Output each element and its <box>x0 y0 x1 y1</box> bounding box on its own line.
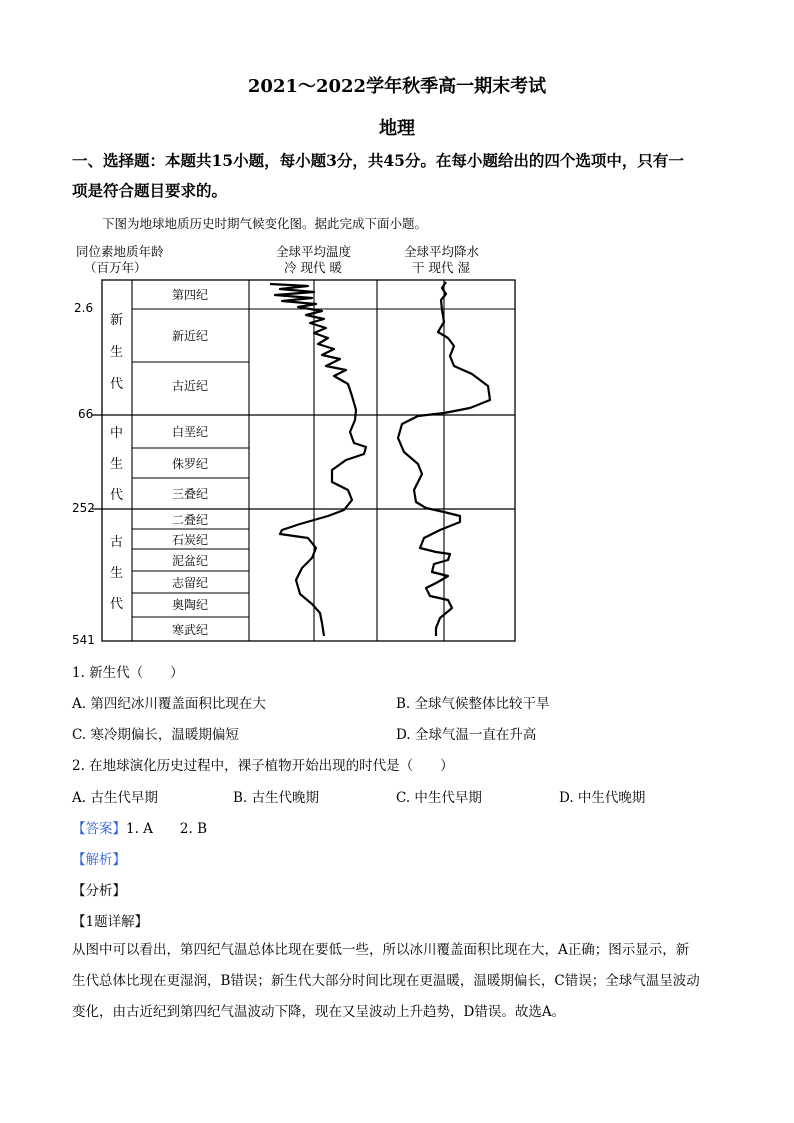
q1-option-d: D. 全球气温一直在升高 <box>396 727 537 743</box>
q1-option-c: C. 寒冷期偏长，温暖期偏短 <box>72 727 239 743</box>
q2-option-d: D. 中生代晚期 <box>559 790 646 806</box>
chart-frame <box>102 280 515 641</box>
answer-line <box>72 817 207 837</box>
temp-axis-sub: 冷 现代 暖 <box>284 260 342 275</box>
era-char: 生 <box>110 566 124 581</box>
q2-option-c: C. 中生代早期 <box>396 790 482 806</box>
q2-option-a: A. 古生代早期 <box>72 790 158 806</box>
precip-axis-sub: 干 现代 湿 <box>412 260 470 275</box>
analysis-label: 【解析】 <box>72 852 126 868</box>
answer-text: 1. A 2. B <box>126 821 208 837</box>
period-label: 三叠纪 <box>171 487 209 501</box>
era-char: 生 <box>110 457 124 472</box>
detail-line: 变化，由古近纪到第四纪气温波动下降，现在又呈波动上升趋势，D错误。故选A。 <box>72 1004 566 1020</box>
subject-title: 地理 <box>379 118 415 139</box>
section-heading-line2: 项是符合题目要求的。 <box>72 181 228 200</box>
period-label: 新近纪 <box>171 329 209 343</box>
age-axis-unit: （百万年） <box>84 260 147 275</box>
period-label: 泥盆纪 <box>171 554 209 568</box>
section-heading-line1: 一、选择题：本题共15小题，每小题3分，共45分。在每小题给出的四个选项中，只有一 <box>72 151 684 170</box>
era-char: 代 <box>110 597 124 612</box>
age-label: 252 <box>72 501 95 515</box>
era-char: 中 <box>110 426 124 441</box>
detail-label: 【1题详解】 <box>72 914 149 930</box>
q1-stem: 1. 新生代（ ） <box>72 665 184 681</box>
temp-axis-title: 全球平均温度 <box>276 244 352 259</box>
period-label: 侏罗纪 <box>171 457 209 471</box>
q1-option-a: A. 第四纪冰川覆盖面积比现在大 <box>72 696 266 712</box>
era-char: 代 <box>110 488 124 503</box>
period-label: 古近纪 <box>171 379 209 393</box>
section-heading <box>72 146 732 206</box>
era-char: 代 <box>110 377 124 392</box>
detail-paragraph <box>72 935 724 1028</box>
figure-intro: 下图为地球地质历史时期气候变化图。据此完成下面小题。 <box>102 216 428 231</box>
exam-title: 2021～2022学年秋季高一期末考试 <box>247 76 547 97</box>
detail-line: 生代总体比现在更湿润，B错误；新生代大部分时间比现在更温暖，温暖期偏长，C错误；全球气温呈波动 <box>72 973 700 989</box>
age-label: 541 <box>72 633 95 647</box>
answer-label: 【答案】 <box>72 821 126 837</box>
period-label: 志留纪 <box>171 576 209 590</box>
era-char: 新 <box>110 313 124 328</box>
period-label: 第四纪 <box>171 288 209 302</box>
climate-chart <box>70 238 530 648</box>
fenxi-label: 【分析】 <box>72 883 126 899</box>
age-axis-title: 同位素地质年龄 <box>76 244 164 259</box>
period-label: 奥陶纪 <box>171 598 209 612</box>
period-label: 石炭纪 <box>171 533 209 547</box>
era-char: 古 <box>110 535 124 550</box>
temperature-curve <box>270 284 366 636</box>
period-label: 寒武纪 <box>171 623 209 637</box>
q1-option-b: B. 全球气候整体比较干旱 <box>396 696 550 712</box>
detail-line: 从图中可以看出，第四纪气温总体比现在要低一些，所以冰川覆盖面积比现在大，A正确；图示显示，新 <box>72 942 690 958</box>
age-label: 66 <box>78 407 94 421</box>
q2-option-b: B. 古生代晚期 <box>233 790 320 806</box>
period-label: 白垩纪 <box>171 425 209 439</box>
q2-stem: 2. 在地球演化历史过程中，裸子植物开始出现的时代是（ ） <box>72 758 454 774</box>
precip-axis-title: 全球平均降水 <box>404 244 480 259</box>
era-char: 生 <box>110 345 124 360</box>
period-label: 二叠纪 <box>171 513 209 527</box>
age-label: 2.6 <box>74 301 94 315</box>
